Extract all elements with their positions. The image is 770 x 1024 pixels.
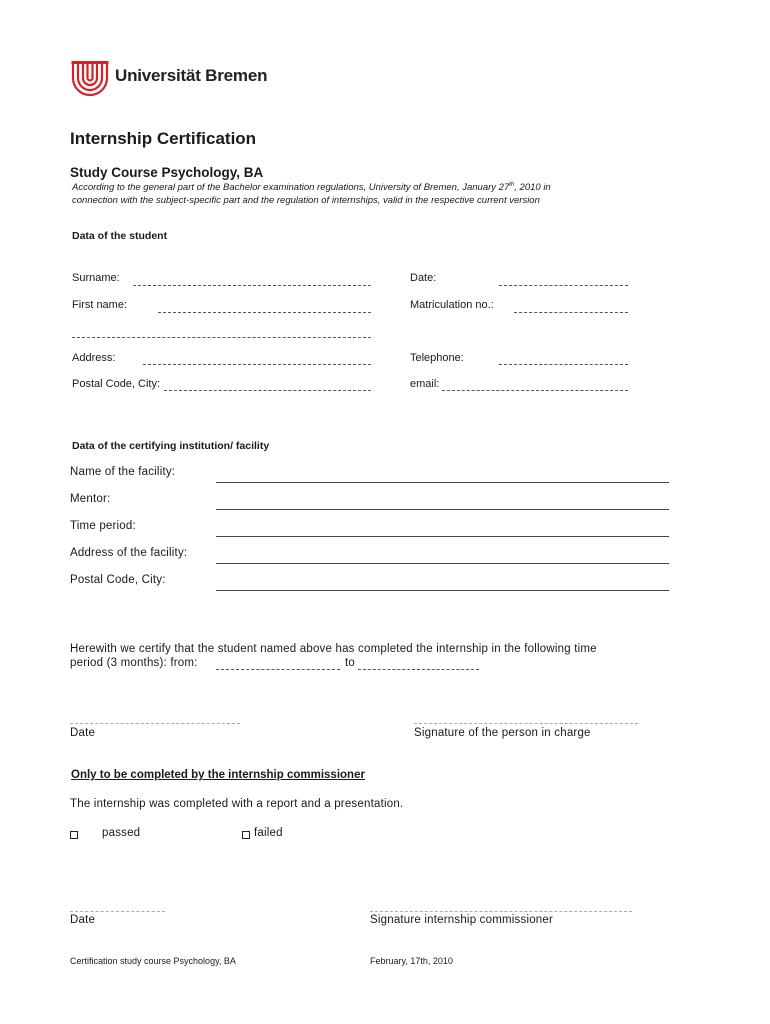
date-label: Date: [410,272,437,284]
surname-label: Surname: [72,272,120,284]
date-signature-field[interactable] [70,723,240,724]
university-name: Universität Bremen [115,66,268,85]
commissioner-statement: The internship was completed with a report and a presentation. [70,798,404,810]
student-section-heading: Data of the student [72,230,168,242]
first-name-field[interactable] [158,312,371,313]
certify-to-label: to [345,657,355,669]
commissioner-signature-field[interactable] [370,911,632,912]
telephone-label: Telephone: [410,352,464,364]
facility-postal-field[interactable] [216,590,669,591]
postal-label: Postal Code, City: [72,378,161,390]
passed-checkbox[interactable] [70,831,78,839]
date-field[interactable] [499,285,628,286]
extra-name-field[interactable] [72,337,371,338]
surname-field[interactable] [133,285,371,286]
person-in-charge-signature-label: Signature of the person in charge [414,727,591,739]
first-name-label: First name: [72,299,128,311]
time-period-label: Time period: [70,520,136,532]
certify-line-1: Herewith we certify that the student named above has completed the internship in the following time [70,643,597,655]
period-to-field[interactable] [358,669,479,670]
facility-name-field[interactable] [216,482,669,483]
facility-name-label: Name of the facility: [70,466,176,478]
email-field[interactable] [442,390,628,391]
telephone-field[interactable] [499,364,628,365]
commissioner-signature-label: Signature internship commissioner [370,914,554,926]
facility-postal-label: Postal Code, City: [70,574,166,586]
certify-period-label: period (3 months): from: [70,657,198,669]
date-signature-label: Date [70,727,96,739]
document-subtitle: Study Course Psychology, BA [70,165,264,180]
document-title: Internship Certification [70,129,257,148]
matriculation-field[interactable] [514,312,628,313]
facility-address-field[interactable] [216,563,669,564]
regulation-note: According to the general part of the Bachelor examination regulations, University of Bremen, January 27th, 2010 in connection with the subject-specific part and the regulation of internships, valid in the respective current version [72,181,551,206]
passed-label: passed [102,827,141,839]
mentor-field[interactable] [216,509,669,510]
footer-left: Certification study course Psychology, BA [70,956,236,966]
person-in-charge-signature-field[interactable] [414,723,638,724]
postal-field[interactable] [164,390,371,391]
email-label: email: [410,378,440,390]
commissioner-date-label: Date [70,914,96,926]
time-period-field[interactable] [216,536,669,537]
facility-section-heading: Data of the certifying institution/ facility [72,440,270,452]
university-logo-icon [70,60,110,96]
matriculation-label: Matriculation no.: [410,299,494,311]
footer-right: February, 17th, 2010 [370,956,453,966]
address-label: Address: [72,352,116,364]
period-from-field[interactable] [216,669,340,670]
facility-address-label: Address of the facility: [70,547,188,559]
failed-label: failed [254,827,283,839]
mentor-label: Mentor: [70,493,111,505]
address-field[interactable] [143,364,371,365]
failed-checkbox[interactable] [242,831,250,839]
commissioner-heading: Only to be completed by the internship commissioner [71,769,365,781]
commissioner-date-field[interactable] [70,911,165,912]
